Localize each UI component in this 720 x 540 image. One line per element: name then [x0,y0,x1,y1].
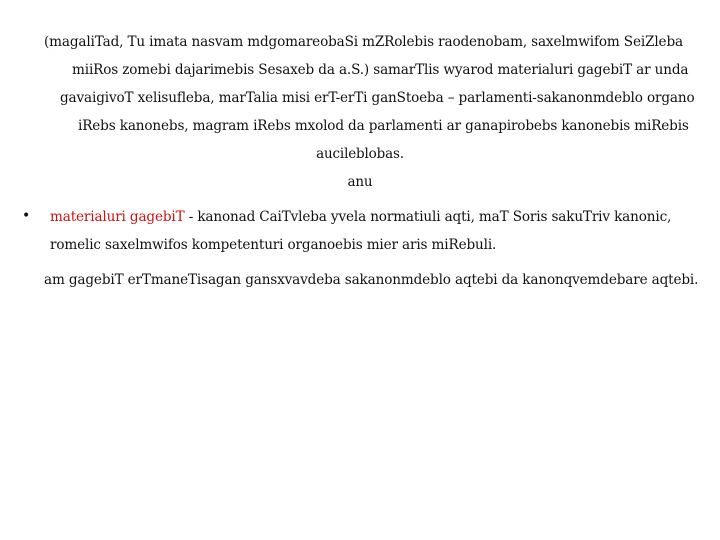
paragraph-line-1: (magaliTad, Tu imata nasvam mdgomareobaSi mZRolebis raodenobam, saxelmwifom SeiZleba [44,34,683,50]
term-dash: - [184,209,198,225]
closing-sentence: am gagebiT erTmaneTisagan gansxvavdeba sakanonmdeblo aqtebi da kanonqvemdebare aqtebi. [44,272,699,288]
bullet-line-2: romelic saxelmwifos kompetenturi organoebis mier aris miRebuli. [50,237,497,253]
paragraph-line-5: aucileblobas. [316,146,404,162]
separator-word: anu [347,174,373,190]
paragraph-line-3: gavaigivoT xelisufleba, marTalia misi erT-erTi ganStoeba – parlamenti-sakanonmdeblo organo [60,90,695,106]
bullet-marker: • [22,208,31,224]
definition-line-1: kanonad CaiTvleba yvela normatiuli aqti, maT Soris sakuTriv kanonic, [197,209,672,225]
paragraph-line-2: miiRos zomebi dajarimebis Sesaxeb da a.S.) samarTlis wyarod materialuri gagebiT ar unda [72,62,689,78]
paragraph-line-4: iRebs kanonebs, magram iRebs mxolod da parlamenti ar ganapirobebs kanonebis miRebis [78,118,689,134]
term-highlight: materialuri gagebiT [50,209,185,225]
bullet-line-1 [50,207,671,227]
